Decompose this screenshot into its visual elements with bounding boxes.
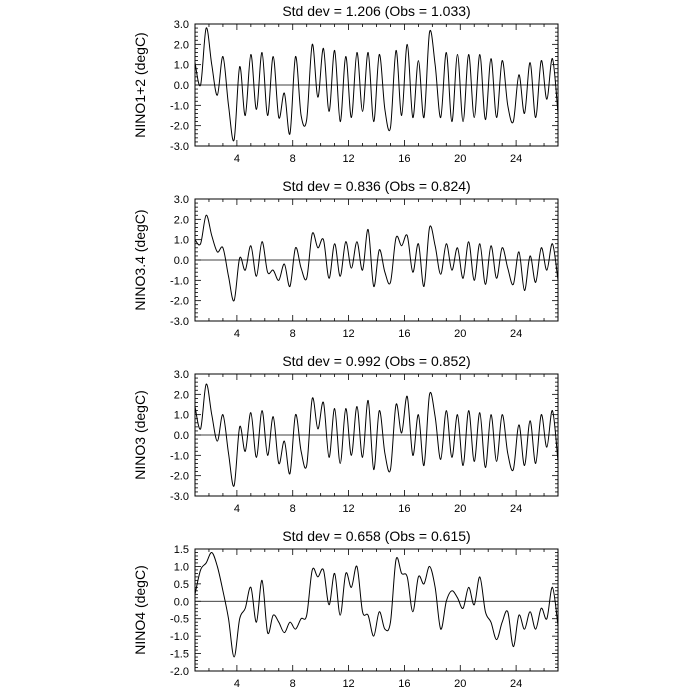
y-axis-label: NINO3.4 (degC) [132,209,148,311]
x-tick-label: 12 [342,328,355,340]
y-tick-label: -2.0 [170,666,189,678]
y-tick-label: 1.0 [173,409,189,422]
x-tick-label: 20 [454,678,467,690]
x-tick-label: 4 [233,503,240,515]
x-tick-label: 4 [233,678,240,690]
y-tick-label: 3.0 [173,369,189,381]
x-tick-label: 24 [509,503,523,515]
x-tick-label: 12 [342,678,355,690]
y-tick-label: -1.0 [170,100,189,113]
y-tick-label: 2.0 [173,214,189,227]
chart-panel-2 [132,178,558,340]
x-tick-label: 8 [289,328,296,340]
y-tick-label: -2.0 [170,295,189,308]
chart-panel-4 [132,528,558,690]
y-tick-label: 1.5 [173,544,189,556]
y-tick-label: -2.0 [170,120,189,133]
series-line [195,215,558,301]
chart-panel-3 [132,353,558,515]
y-tick-label: 0.0 [173,596,189,609]
x-tick-label: 24 [509,328,523,340]
y-tick-label: -2.0 [170,470,189,483]
x-tick-label: 16 [398,678,411,690]
y-tick-label: 1.0 [173,59,189,72]
y-tick-label: 0.5 [173,578,189,591]
y-tick-label: 1.0 [173,561,189,574]
y-tick-label: 0.0 [173,80,189,92]
y-tick-label: 0.0 [173,255,189,267]
x-tick-label: 12 [342,153,355,165]
y-tick-label: 2.0 [173,389,189,402]
chart-title: Std dev = 0.836 (Obs = 0.824) [282,178,471,194]
y-axis-label: NINO1+2 (degC) [132,32,148,138]
chart-title: Std dev = 0.992 (Obs = 0.852) [282,353,471,369]
x-tick-label: 8 [289,678,296,690]
y-tick-label: 3.0 [173,19,189,31]
y-tick-label: 2.0 [173,39,189,52]
plot-frame [195,549,558,671]
y-tick-label: -1.5 [170,648,189,661]
x-tick-label: 20 [454,328,467,340]
x-tick-label: 8 [289,503,296,515]
x-tick-label: 16 [398,153,411,165]
y-axis-label: NINO3 (degC) [132,390,148,480]
x-tick-label: 4 [233,153,240,165]
x-tick-label: 20 [454,503,467,515]
x-tick-label: 12 [342,503,355,515]
y-axis-label: NINO4 (degC) [132,565,148,655]
y-tick-label: 0.0 [173,430,189,442]
series-line [195,552,558,657]
y-tick-label: -0.5 [170,613,189,626]
x-tick-label: 4 [233,328,240,340]
x-tick-label: 8 [289,153,296,165]
y-tick-label: -3.0 [170,316,189,328]
x-tick-label: 24 [509,678,523,690]
y-tick-label: -3.0 [170,141,189,153]
x-tick-label: 16 [398,328,411,340]
x-tick-label: 20 [454,153,467,165]
y-tick-label: -1.0 [170,275,189,288]
y-tick-label: 1.0 [173,234,189,247]
y-tick-label: -1.0 [170,631,189,644]
x-tick-label: 16 [398,503,411,515]
chart-panel-1 [132,3,558,165]
y-tick-label: -3.0 [170,491,189,503]
y-tick-label: 3.0 [173,194,189,206]
chart-title: Std dev = 0.658 (Obs = 0.615) [282,528,471,544]
series-line [195,28,558,141]
chart-title: Std dev = 1.206 (Obs = 1.033) [282,3,471,19]
y-tick-label: -1.0 [170,450,189,463]
x-tick-label: 24 [509,153,523,165]
